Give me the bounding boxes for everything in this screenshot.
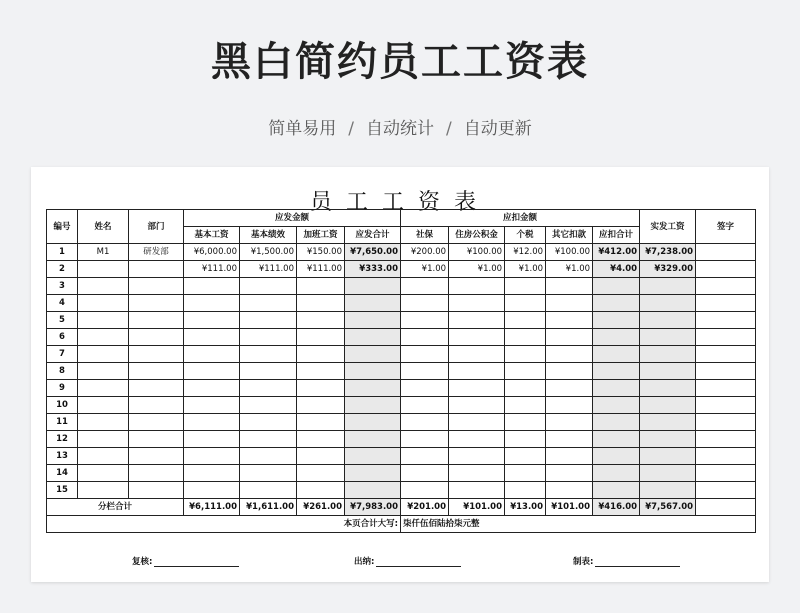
cell	[640, 380, 696, 397]
cell	[640, 414, 696, 431]
cell: ¥261.00	[297, 499, 345, 516]
cell	[129, 448, 184, 465]
cell	[78, 312, 129, 329]
row-number: 3	[47, 278, 78, 295]
cell	[593, 312, 640, 329]
cell: ¥6,111.00	[184, 499, 240, 516]
cell	[546, 397, 593, 414]
table-row	[47, 448, 756, 465]
cell	[78, 465, 129, 482]
cell: ¥100.00	[546, 244, 593, 261]
cell	[129, 380, 184, 397]
cell	[297, 380, 345, 397]
cell	[593, 363, 640, 380]
cell	[78, 431, 129, 448]
cell	[78, 414, 129, 431]
cell	[240, 448, 297, 465]
cell	[449, 312, 505, 329]
cell	[546, 448, 593, 465]
table-row	[47, 329, 756, 346]
cell	[449, 380, 505, 397]
cell	[546, 312, 593, 329]
cell	[345, 380, 401, 397]
cell	[297, 431, 345, 448]
cell	[184, 312, 240, 329]
preparer-signature	[573, 555, 680, 567]
cell: ¥4.00	[593, 261, 640, 278]
cell	[401, 329, 449, 346]
review-line	[154, 557, 239, 567]
review-signature	[132, 555, 239, 567]
cell	[401, 414, 449, 431]
cell	[546, 363, 593, 380]
cell	[696, 482, 756, 499]
cell	[505, 397, 546, 414]
cell	[129, 312, 184, 329]
cell	[505, 431, 546, 448]
cell	[505, 312, 546, 329]
cell	[593, 414, 640, 431]
cashier-line	[376, 557, 461, 567]
cell	[696, 431, 756, 448]
cell	[297, 278, 345, 295]
cell	[546, 295, 593, 312]
cell	[546, 465, 593, 482]
header-row	[47, 210, 756, 227]
cell	[401, 346, 449, 363]
cell	[505, 380, 546, 397]
cell	[345, 363, 401, 380]
cell	[297, 329, 345, 346]
header-ded-total: 应扣合计	[593, 227, 640, 244]
review-label: 复核:	[132, 557, 153, 567]
cell: ¥101.00	[449, 499, 505, 516]
row-number: 5	[47, 312, 78, 329]
cell	[696, 295, 756, 312]
table-row	[47, 261, 756, 278]
row-number: 14	[47, 465, 78, 482]
cell	[696, 278, 756, 295]
header-social: 社保	[401, 227, 449, 244]
cell	[505, 414, 546, 431]
cell: ¥7,238.00	[640, 244, 696, 261]
sheet-title: 员工工资表	[309, 190, 490, 215]
row-number: 8	[47, 363, 78, 380]
cell: ¥111.00	[240, 261, 297, 278]
row-number: 6	[47, 329, 78, 346]
cell	[449, 363, 505, 380]
row-number: 15	[47, 482, 78, 499]
cell	[505, 295, 546, 312]
cell	[129, 414, 184, 431]
cell: ¥1,611.00	[240, 499, 297, 516]
cell: ¥150.00	[297, 244, 345, 261]
cell	[546, 380, 593, 397]
cell: ¥7,983.00	[345, 499, 401, 516]
page-subtitle	[0, 114, 800, 139]
salary-table	[46, 209, 756, 533]
cell	[401, 278, 449, 295]
table-row	[47, 363, 756, 380]
cell	[297, 448, 345, 465]
cell	[129, 363, 184, 380]
cell	[449, 482, 505, 499]
cell: ¥1.00	[546, 261, 593, 278]
cell	[78, 363, 129, 380]
cell	[345, 431, 401, 448]
cell	[401, 431, 449, 448]
preparer-label: 制表:	[573, 557, 594, 567]
cell	[129, 482, 184, 499]
cell	[184, 431, 240, 448]
cell	[184, 278, 240, 295]
cell	[297, 295, 345, 312]
cell	[505, 346, 546, 363]
cell	[401, 482, 449, 499]
cell	[593, 431, 640, 448]
cell	[129, 329, 184, 346]
cell	[240, 346, 297, 363]
cell	[240, 363, 297, 380]
cell	[593, 482, 640, 499]
table-row	[47, 346, 756, 363]
cell	[696, 499, 756, 516]
cell	[345, 482, 401, 499]
table-row	[47, 295, 756, 312]
cell	[297, 465, 345, 482]
cell	[129, 261, 184, 278]
cell	[593, 397, 640, 414]
cell	[129, 295, 184, 312]
cell	[129, 278, 184, 295]
row-number: 7	[47, 346, 78, 363]
cell: ¥101.00	[546, 499, 593, 516]
cell	[449, 278, 505, 295]
table-row	[47, 431, 756, 448]
cell	[345, 397, 401, 414]
table-row	[47, 244, 756, 261]
cell	[240, 312, 297, 329]
header-deduct-group: 应扣金额	[401, 210, 640, 227]
cell	[696, 346, 756, 363]
cell	[449, 295, 505, 312]
cell	[505, 482, 546, 499]
cell	[297, 414, 345, 431]
cell	[546, 431, 593, 448]
cell	[640, 431, 696, 448]
cell	[240, 431, 297, 448]
cell	[78, 482, 129, 499]
cell	[129, 397, 184, 414]
cell: ¥412.00	[593, 244, 640, 261]
cell	[78, 448, 129, 465]
cashier-label: 出纳:	[354, 557, 375, 567]
cell	[593, 380, 640, 397]
cell	[345, 295, 401, 312]
cell	[78, 295, 129, 312]
header-actual: 实发工资	[640, 210, 696, 244]
subtitle-item: 自动统计	[366, 119, 434, 139]
header-no: 编号	[47, 210, 78, 244]
capital-row	[47, 516, 756, 533]
cell	[505, 363, 546, 380]
cell	[593, 465, 640, 482]
cell	[449, 465, 505, 482]
cashier-signature	[354, 555, 461, 567]
row-number: 10	[47, 397, 78, 414]
cell	[546, 482, 593, 499]
capital-label: 本页合计大写:	[47, 516, 401, 533]
cell	[297, 363, 345, 380]
cell	[240, 380, 297, 397]
cell	[345, 414, 401, 431]
cell	[546, 414, 593, 431]
table-row	[47, 278, 756, 295]
cell: ¥7,567.00	[640, 499, 696, 516]
header-perf: 基本绩效	[240, 227, 297, 244]
cell: ¥1,500.00	[240, 244, 297, 261]
cell	[546, 278, 593, 295]
cell	[593, 346, 640, 363]
cell	[401, 397, 449, 414]
cell	[184, 346, 240, 363]
header-signature: 签字	[696, 210, 756, 244]
cell	[449, 448, 505, 465]
cell	[184, 363, 240, 380]
cell: M1	[78, 244, 129, 261]
preparer-line	[595, 557, 680, 567]
cell	[345, 346, 401, 363]
subtitle-separator: /	[446, 119, 452, 139]
cell	[240, 329, 297, 346]
cell	[696, 329, 756, 346]
subtitle-item: 自动更新	[463, 119, 532, 139]
header-pay-total: 应发合计	[345, 227, 401, 244]
cell: ¥416.00	[593, 499, 640, 516]
cell	[184, 380, 240, 397]
cell	[297, 482, 345, 499]
table-row	[47, 312, 756, 329]
cell	[297, 346, 345, 363]
cell	[184, 414, 240, 431]
cell	[129, 465, 184, 482]
cell: ¥100.00	[449, 244, 505, 261]
cell	[640, 448, 696, 465]
cell	[345, 329, 401, 346]
cell	[640, 329, 696, 346]
header-name: 姓名	[78, 210, 129, 244]
cell	[640, 295, 696, 312]
cell	[240, 397, 297, 414]
cell	[78, 397, 129, 414]
cell	[505, 278, 546, 295]
cell: ¥329.00	[640, 261, 696, 278]
cell: ¥111.00	[297, 261, 345, 278]
row-number: 12	[47, 431, 78, 448]
row-number: 11	[47, 414, 78, 431]
cell	[401, 363, 449, 380]
cell	[184, 482, 240, 499]
cell	[345, 312, 401, 329]
header-tax: 个税	[505, 227, 546, 244]
cell: ¥1.00	[449, 261, 505, 278]
cell	[78, 380, 129, 397]
subtitle-separator: /	[348, 119, 354, 139]
cell	[401, 380, 449, 397]
cell	[696, 312, 756, 329]
cell	[449, 414, 505, 431]
cell	[78, 278, 129, 295]
cell	[449, 329, 505, 346]
cell	[184, 465, 240, 482]
cell: 研发部	[129, 244, 184, 261]
cell	[696, 465, 756, 482]
header-other: 其它扣款	[546, 227, 593, 244]
header-payable-group: 应发金额	[184, 210, 401, 227]
cell	[129, 346, 184, 363]
cell	[696, 448, 756, 465]
table-row	[47, 465, 756, 482]
cell	[640, 482, 696, 499]
cell	[640, 278, 696, 295]
cell	[401, 465, 449, 482]
cell: ¥111.00	[184, 261, 240, 278]
cell	[593, 295, 640, 312]
cell	[505, 329, 546, 346]
cell	[449, 346, 505, 363]
cell	[449, 431, 505, 448]
cell	[593, 278, 640, 295]
cell	[696, 363, 756, 380]
page-title: 黑白简约员工工资表	[211, 39, 589, 85]
cell	[640, 312, 696, 329]
cell	[240, 278, 297, 295]
table-row	[47, 380, 756, 397]
cell	[505, 465, 546, 482]
totals-label: 分栏合计	[47, 499, 184, 516]
cell	[696, 397, 756, 414]
table-row	[47, 397, 756, 414]
cell	[696, 414, 756, 431]
cell	[240, 295, 297, 312]
cell	[546, 329, 593, 346]
cell	[401, 312, 449, 329]
cell	[640, 363, 696, 380]
row-number: 2	[47, 261, 78, 278]
header-fund: 住房公积金	[449, 227, 505, 244]
cell: ¥201.00	[401, 499, 449, 516]
salary-sheet	[31, 167, 769, 582]
row-number: 1	[47, 244, 78, 261]
header-base: 基本工资	[184, 227, 240, 244]
cell	[297, 312, 345, 329]
cell	[184, 329, 240, 346]
cell	[240, 414, 297, 431]
cell	[78, 261, 129, 278]
cell	[401, 448, 449, 465]
cell	[297, 397, 345, 414]
cell: ¥200.00	[401, 244, 449, 261]
cell	[184, 448, 240, 465]
cell	[240, 482, 297, 499]
cell	[593, 329, 640, 346]
cell: ¥1.00	[401, 261, 449, 278]
cell	[640, 397, 696, 414]
cell	[129, 431, 184, 448]
cell: ¥12.00	[505, 244, 546, 261]
cell	[78, 346, 129, 363]
cell: ¥13.00	[505, 499, 546, 516]
cell	[78, 329, 129, 346]
cell	[696, 244, 756, 261]
cell	[345, 278, 401, 295]
cell	[696, 380, 756, 397]
subtitle-item: 简单易用	[268, 119, 337, 139]
totals-row	[47, 499, 756, 516]
header-ot: 加班工资	[297, 227, 345, 244]
header-dept: 部门	[129, 210, 184, 244]
cell	[696, 261, 756, 278]
row-number: 13	[47, 448, 78, 465]
table-row	[47, 482, 756, 499]
row-number: 9	[47, 380, 78, 397]
table-row	[47, 414, 756, 431]
cell	[345, 448, 401, 465]
cell: ¥6,000.00	[184, 244, 240, 261]
cell: ¥1.00	[505, 261, 546, 278]
capital-value: 柒仟伍佰陆拾柒元整	[401, 516, 756, 533]
cell	[184, 397, 240, 414]
cell	[546, 346, 593, 363]
row-number: 4	[47, 295, 78, 312]
cell	[640, 346, 696, 363]
cell: ¥7,650.00	[345, 244, 401, 261]
cell	[401, 295, 449, 312]
cell	[593, 448, 640, 465]
cell	[240, 465, 297, 482]
cell: ¥333.00	[345, 261, 401, 278]
cell	[640, 465, 696, 482]
cell	[184, 295, 240, 312]
cell	[449, 397, 505, 414]
cell	[345, 465, 401, 482]
cell	[505, 448, 546, 465]
